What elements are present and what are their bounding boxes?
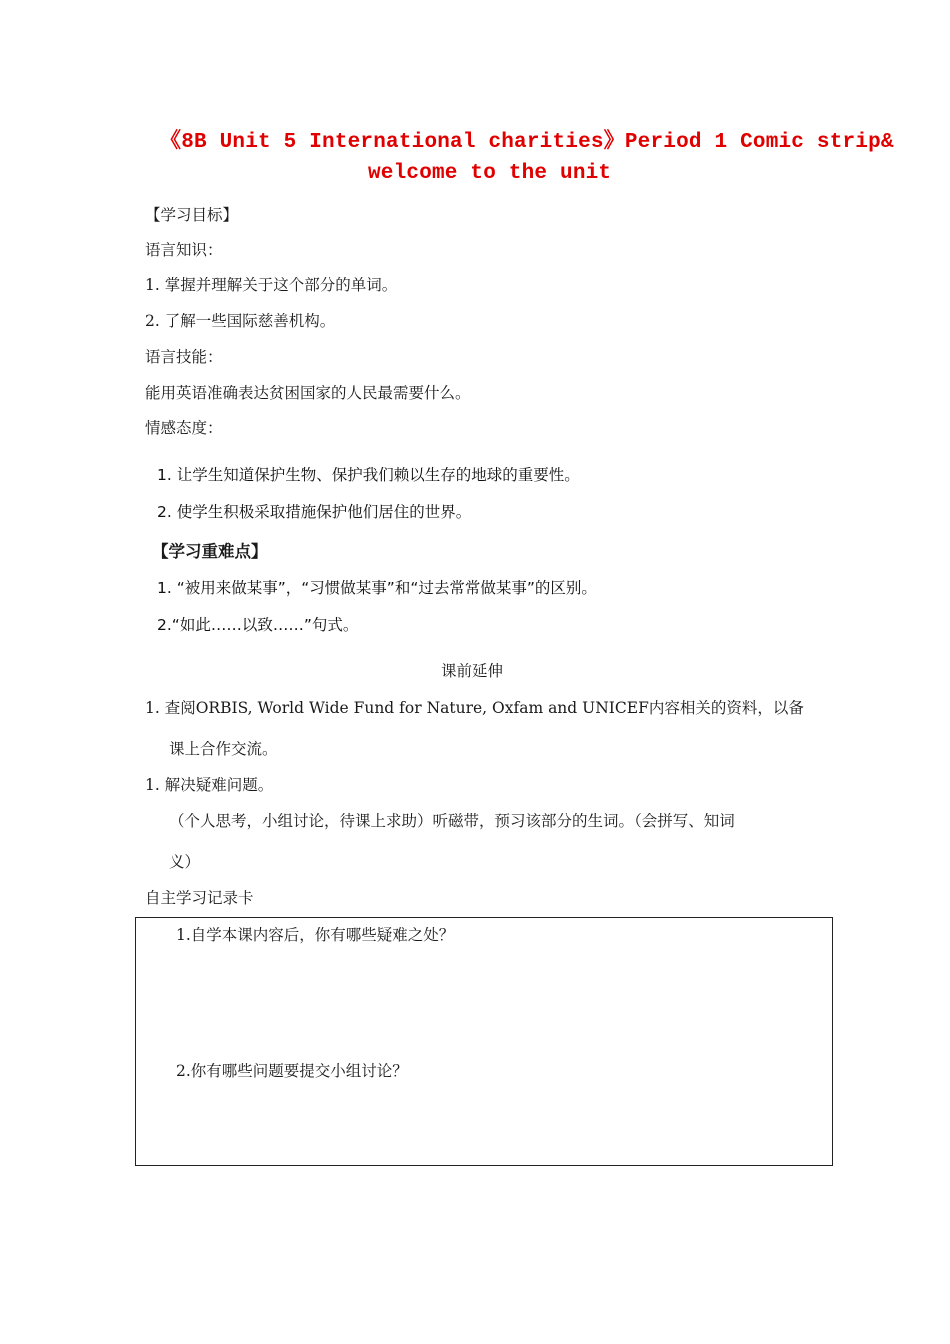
language-skills-text: 能用英语准确表达贫困国家的人民最需要什么。 xyxy=(145,384,471,402)
key-points-item: 2.“如此……以致……”句式。 xyxy=(157,616,359,634)
preview-note: （个人思考，小组讨论，待课上求助）听磁带，预习该部分的生词。（会拼写、知词 xyxy=(169,812,735,830)
key-points-heading: 【学习重难点】 xyxy=(152,542,268,561)
preview-item-2: 1. 解决疑难问题。 xyxy=(145,776,274,794)
preview-item-1-continued: 课上合作交流。 xyxy=(169,740,278,758)
language-knowledge-item: 1. 掌握并理解关于这个部分的单词。 xyxy=(145,276,398,294)
preview-note-continued: 义） xyxy=(169,853,201,871)
language-knowledge-label: 语言知识： xyxy=(145,241,223,259)
attitude-item: 2. 使学生积极采取措施保护他们居住的世界。 xyxy=(157,503,472,521)
language-skills-label: 语言技能： xyxy=(145,348,223,366)
page-title-line-1: 《8B Unit 5 International charities》Period 1 Comic strip& xyxy=(160,131,894,154)
language-knowledge-item: 2. 了解一些国际慈善机构。 xyxy=(145,312,336,330)
objectives-heading: 【学习目标】 xyxy=(145,206,239,224)
page-title-line-2: welcome to the unit xyxy=(368,162,612,185)
record-card-box xyxy=(135,917,833,1166)
preview-heading: 课前延伸 xyxy=(441,662,504,680)
record-card-question-1: 1.自学本课内容后，你有哪些疑难之处？ xyxy=(176,926,455,944)
attitude-item: 1. 让学生知道保护生物、保护我们赖以生存的地球的重要性。 xyxy=(157,466,580,484)
key-points-item: 1. “被用来做某事”，“习惯做某事”和“过去常常做某事”的区别。 xyxy=(157,579,597,597)
record-card-question-2: 2.你有哪些问题要提交小组讨论？ xyxy=(176,1062,408,1080)
attitude-label: 情感态度： xyxy=(145,419,223,437)
preview-item-1: 1. 查阅ORBIS, World Wide Fund for Nature, Oxfam and UNICEF内容相关的资料，以备 xyxy=(145,699,804,717)
record-card-label: 自主学习记录卡 xyxy=(145,889,254,907)
